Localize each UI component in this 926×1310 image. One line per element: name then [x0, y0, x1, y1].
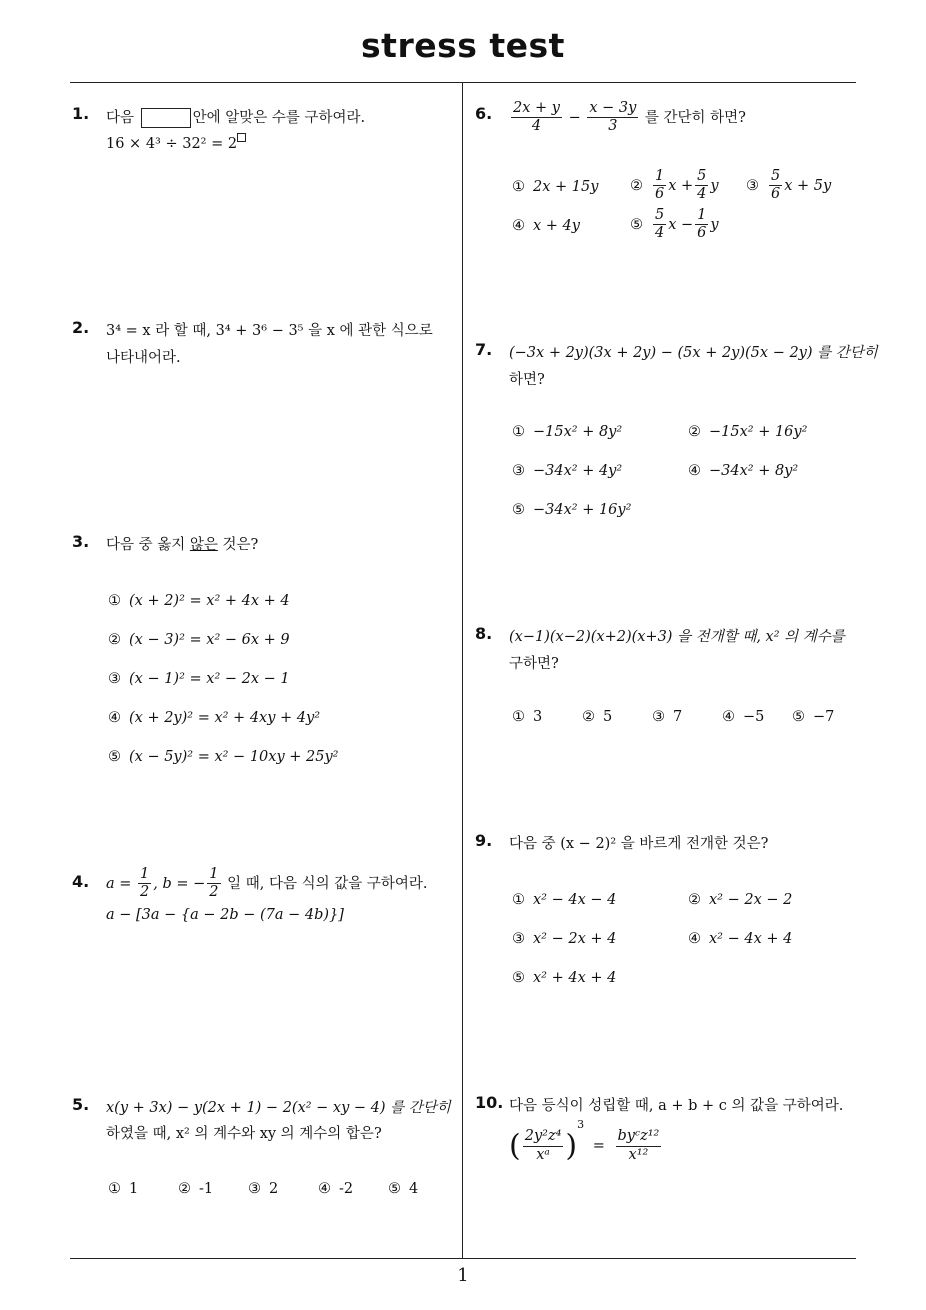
choice-option[interactable]: ⑤ $\frac{5}{4}$ x − $\frac{1}{6}$ y: [630, 207, 719, 242]
choice-option[interactable]: ① 1: [108, 1181, 139, 1197]
choice-option[interactable]: ④ x + 4y: [512, 218, 580, 234]
question-number: 10.: [475, 1093, 504, 1112]
question-text: 구하면?: [509, 656, 559, 672]
question-text: 다음 중 (x − 2)² 을 바르게 전개한 것은?: [509, 836, 769, 852]
choice-option[interactable]: ③ 2: [248, 1181, 279, 1197]
choice-option[interactable]: ④ (x + 2y)² = x² + 4xy + 4y²: [108, 710, 321, 726]
choice-option[interactable]: ③ (x − 1)² = x² − 2x − 1: [108, 671, 290, 687]
choice-option[interactable]: ⑤ −34x² + 16y²: [512, 502, 632, 518]
choice-option[interactable]: ③ 7: [652, 709, 683, 725]
page-number: 1: [457, 1265, 469, 1286]
question-number: 5.: [72, 1095, 90, 1114]
choice-option[interactable]: ② 5: [582, 709, 613, 725]
choice-option[interactable]: ① −15x² + 8y²: [512, 424, 623, 440]
choice-option[interactable]: ① 2x + 15y: [512, 179, 599, 195]
choice-option[interactable]: ④ x² − 4x + 4: [688, 931, 793, 947]
choice-option[interactable]: ④ -2: [318, 1181, 354, 1197]
choice-option[interactable]: ⑤ x² + 4x + 4: [512, 970, 617, 986]
choice-option[interactable]: ⑤ −7: [792, 709, 835, 725]
question-number: 3.: [72, 532, 90, 551]
question-text: (−3x + 2y)(3x + 2y) − (5x + 2y)(5x − 2y) 를 간단히: [509, 345, 878, 361]
choice-option[interactable]: ① (x + 2)² = x² + 4x + 4: [108, 593, 290, 609]
choice-option[interactable]: ② $\frac{1}{6}$ x + $\frac{5}{4}$ y: [630, 168, 719, 203]
answer-blank-box: [141, 108, 191, 128]
question-text: 하면?: [509, 372, 545, 388]
choice-option[interactable]: ② x² − 2x − 2: [688, 892, 793, 908]
question-text: x(y + 3x) − y(2x + 1) − 2(x² − xy − 4) 를 간단히: [106, 1100, 451, 1116]
choice-option[interactable]: ③ −34x² + 4y²: [512, 463, 623, 479]
question-number: 6.: [475, 104, 493, 123]
choice-option[interactable]: ① x² − 4x − 4: [512, 892, 617, 908]
question-number: 7.: [475, 340, 493, 359]
question-number: 4.: [72, 872, 90, 891]
choice-option[interactable]: ② (x − 3)² = x² − 6x + 9: [108, 632, 290, 648]
question-expression: 16 × 4³ ÷ 32² = 2: [106, 133, 246, 152]
question-number: 8.: [475, 624, 493, 643]
choice-option[interactable]: ② -1: [178, 1181, 214, 1197]
choice-option[interactable]: ④ −34x² + 8y²: [688, 463, 799, 479]
choice-option[interactable]: ③ $\frac{5}{6}$ x + 5y: [746, 168, 832, 203]
question-text: 다음 등식이 성립할 때, a + b + c 의 값을 구하여라.: [509, 1098, 844, 1114]
question-expression: a − [3a − {a − 2b − (7a − 4b)}]: [106, 907, 344, 923]
choice-option[interactable]: ① 3: [512, 709, 543, 725]
exponent-blank-box: [237, 133, 246, 142]
choice-option[interactable]: ⑤ (x − 5y)² = x² − 10xy + 25y²: [108, 749, 339, 765]
choice-option[interactable]: ⑤ 4: [388, 1181, 419, 1197]
question-number: 1.: [72, 104, 90, 123]
question-text: 3⁴ = x 라 할 때, 3⁴ + 3⁶ − 3⁵ 을 x 에 관한 식으로: [106, 323, 433, 339]
page-title: stress test: [361, 26, 565, 65]
question-text: 하였을 때, x² 의 계수와 xy 의 계수의 합은?: [106, 1126, 382, 1142]
question-number: 9.: [475, 831, 493, 850]
question-text: 나타내어라.: [106, 350, 181, 366]
top-divider: [70, 82, 856, 83]
question-text: (x−1)(x−2)(x+2)(x+3) 을 전개할 때, x² 의 계수를: [509, 629, 845, 645]
choice-option[interactable]: ④ −5: [722, 709, 765, 725]
column-divider: [462, 83, 463, 1259]
question-text: 다음 중 옳지 않은 것은?: [106, 537, 259, 553]
choice-option[interactable]: ② −15x² + 16y²: [688, 424, 808, 440]
question-text: a = $\frac{1}{2}$ , b = − $\frac{1}{2}$ 일 때, 다음 식의 값을 구하여라.: [106, 866, 428, 901]
question-text: $\frac{2x + y}{4}$ − $\frac{x - 3y}{3}$ 를 간단히 하면?: [513, 100, 746, 135]
question-number: 2.: [72, 318, 90, 337]
question-equation: ( $\frac{\text{2y²z⁴}}{\text{xᵃ}}$ )$^3$ = $\frac{\text{byᶜz¹²}}{\text{x¹²}}$: [509, 1118, 660, 1164]
bottom-divider: [70, 1258, 856, 1259]
question-text: 다음 안에 알맞은 수를 구하여라.: [106, 110, 366, 126]
choice-option[interactable]: ③ x² − 2x + 4: [512, 931, 617, 947]
